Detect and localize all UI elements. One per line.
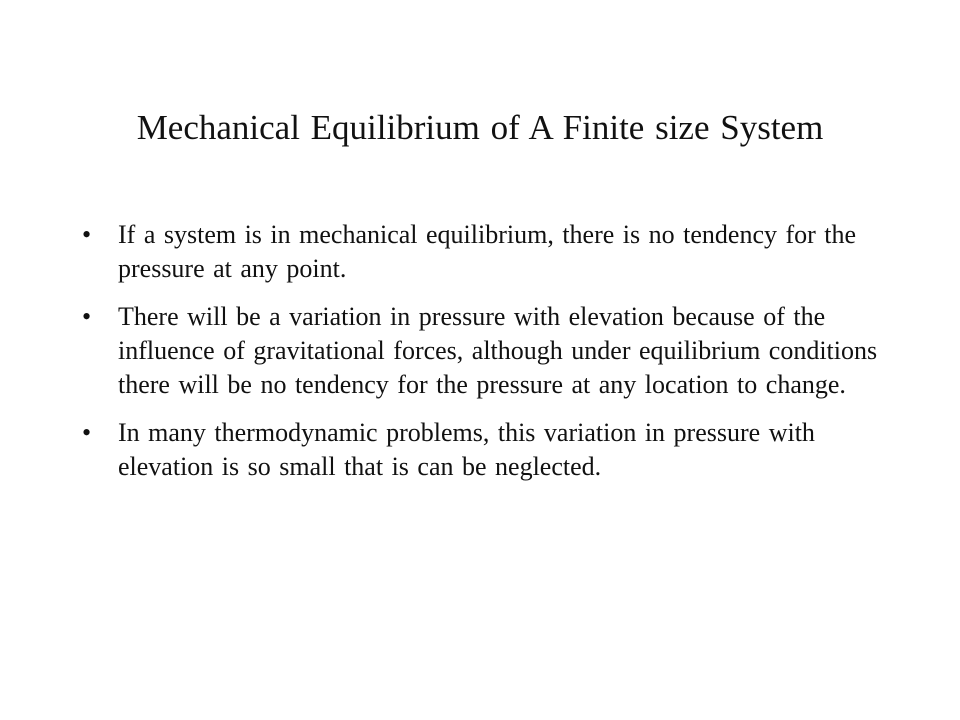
bullet-text: There will be a variation in pressure with elevation because of the influence of gravitational forces, although under equilibrium conditions there will be no tendency for the pressure at any location to change. [118, 302, 878, 399]
bullet-dot-icon: • [82, 418, 92, 447]
bullet-item [78, 300, 898, 402]
bullet-item [78, 416, 898, 484]
bullet-dot-icon: • [82, 220, 92, 249]
bullet-dot-icon: • [82, 302, 92, 331]
bullet-item [78, 218, 898, 286]
bullet-text: If a system is in mechanical equilibrium, there is no tendency for the pressure at any point. [118, 220, 857, 283]
bullet-text: In many thermodynamic problems, this variation in pressure with elevation is so small that is can be neglected. [118, 418, 815, 481]
slide-title: Mechanical Equilibrium of A Finite size System [136, 108, 824, 147]
bullet-list [78, 218, 898, 498]
